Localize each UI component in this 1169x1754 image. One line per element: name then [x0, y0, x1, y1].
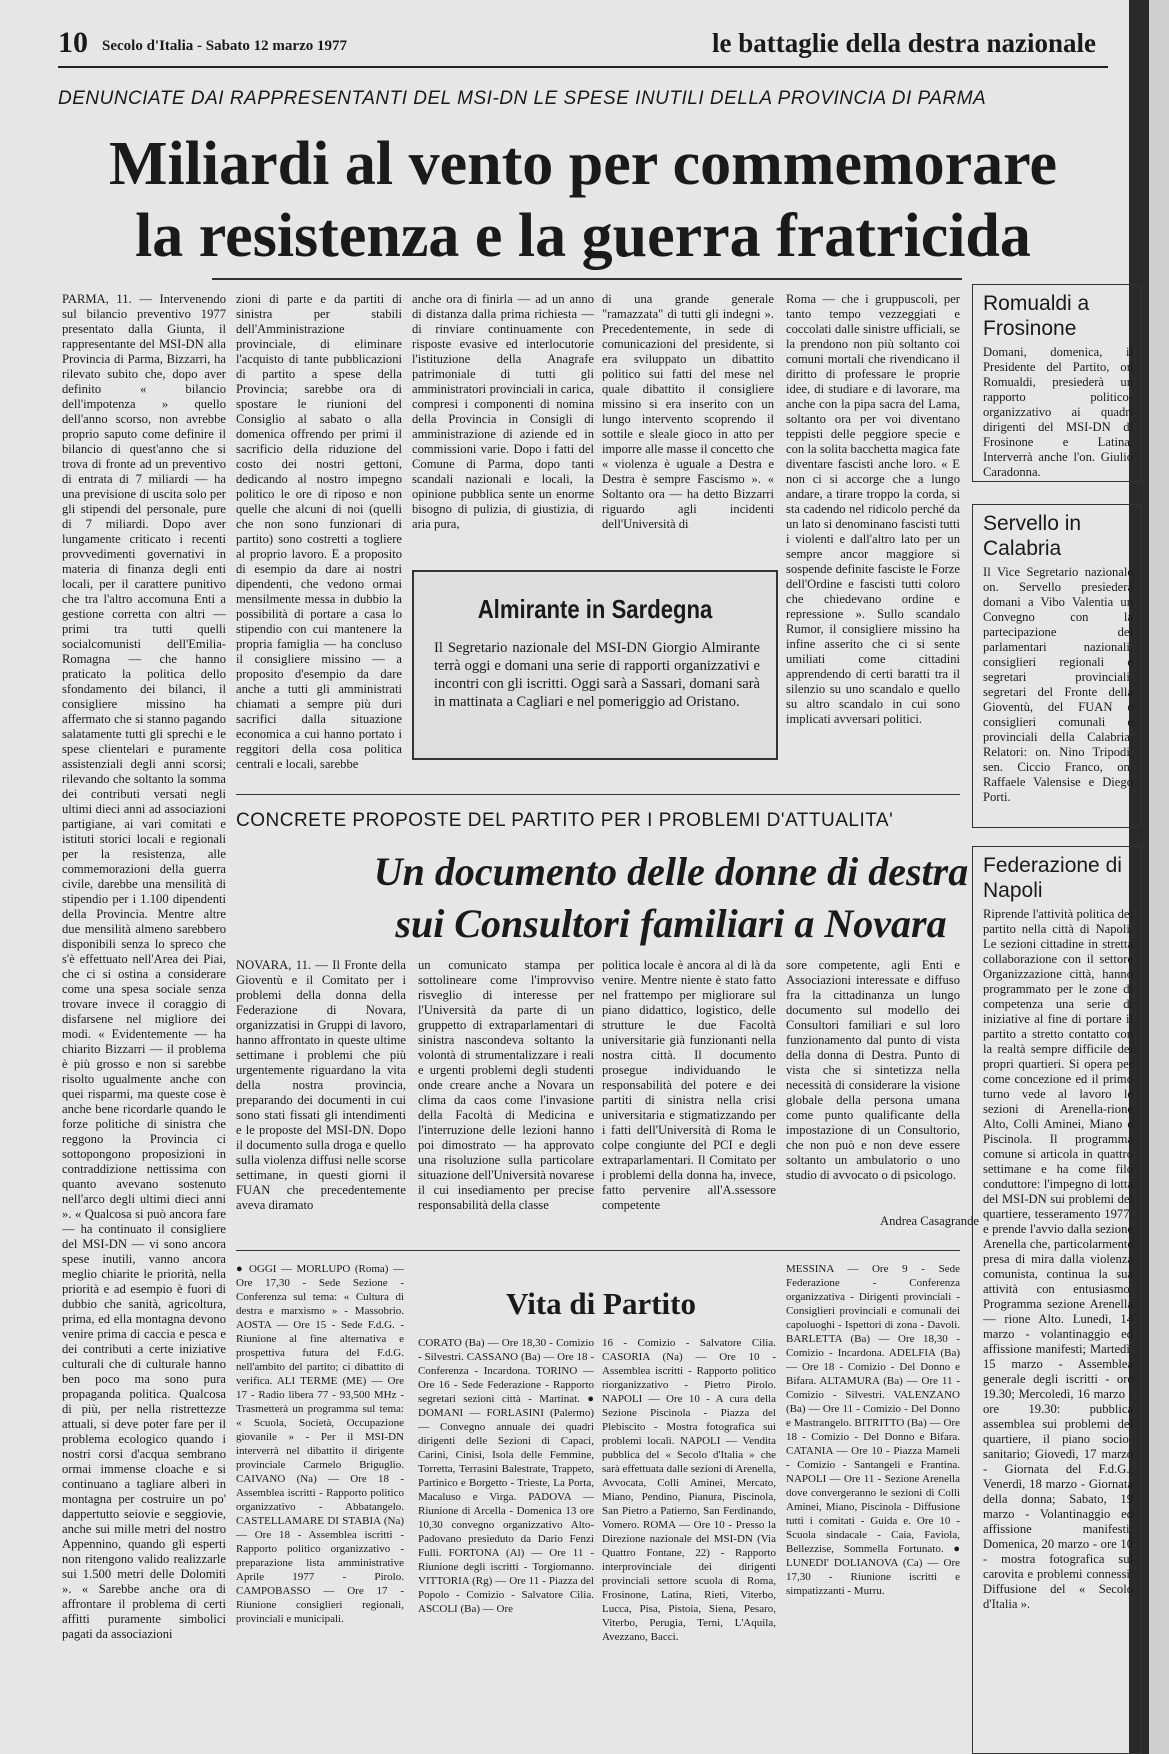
vita-col2: CORATO (Ba) — Ore 18,30 - Comizio - Silvestri. CASSANO (Ba) — Ore 18 - Conferenza - Incardona. TORINO — Ore 16 - Sede Federazione - Rapporto segretari sezioni città - Martinat. ● DOMANI — FORLASINI (Palermo) — Convegno annuale dei quadri dirigenti delle Sezioni di Capaci, Carini, Cinisi, Isola delle Femmine, Torretta, Terrasini Balestrate, Trappeto, Partinico e Borgetto - Trieste, La Porta, Macaluso e Virga. PADOVA — Riunione di Arcella - Domenica 13 ore 10,30 convegno organizzativo Alto-Padovano presieduto da Dario Fenzi Fulli. FORTONA (Al) — Ore 11 - Riunione degli iscritti - Torgiomanno. VITTORIA (Rg) — Ore 11 - Piazza del Popolo - Comizio - Salvatore Cilia. ASCOLI (Ba) — Ore	[418, 1337, 594, 1615]
second-kicker: CONCRETE PROPOSTE DEL PARTITO PER I PROBLEMI D'ATTUALITA'	[236, 810, 894, 831]
section-rule	[236, 794, 960, 795]
main-headline-line1: Miliardi al vento per commemorare	[108, 130, 1058, 198]
main-article-col3: anche ora di finirla — ad un anno di distanza dalla prima richiesta — di rinviare continuamente con risposte evasive ed interlocutorie l'istituzione della Anagrafe patrimoniale di tutti gli amministratori provinciali in carica, compresi i componenti di nomina della Provincia in Consigli di amministrazione di aziende ed in commissioni varie. Dopo i fatti del Comune di Parma, dopo tanti scandali nazionali e locali, la opinione pubblica sente un enorme bisogno di pulizia, di giustizia, di aria pura,	[412, 292, 594, 531]
sidebar-text: Domani, domenica, il Presidente del Partito, on Romualdi, presiederà un rapporto politico-organizzativo ai quadri dirigenti del MSI-DN di Frosinone e Latina. Interverrà anche l'on. Giulio Caradonna.	[983, 345, 1133, 479]
vita-col4: MESSINA — Ore 9 - Sede Federazione - Conferenza organizzativa - Dirigenti provinciali - Consiglieri provinciali e comunali dei capoluoghi - Ispettori di zona - Davoli. BARLETTA (Ba) — Ore 18,30 - Comizio - Incardona. ADELFIA (Ba) — Ore 18 - Comizio - Del Donno e Bifara. ALTAMURA (Ba) — Ore 11 - Comizio - Silvestri. VALENZANO (Ba) — Ore 11 - Comizio - Del Donno e Mastrangelo. BITRITTO (Ba) — Ore 18 - Comizio - Del Donno e Bifara. CATANIA — Ore 10 - Piazza Mameli - Comizio - Santangeli e Frantina. NAPOLI — Ore 11 - Sezione Arenella dove convergeranno le sezioni di Colli Aminei, Miano, Piscinola - Diffusione tutti i comitati - Guida e. Ore 10 - Scuola sindacale - Caia, Faviola, Bellezzise, Sommella Fortunato. ● LUNEDI' DOLIANOVA (Ca) — Ore 17,30 - Riunione iscritti e simpatizzanti - Murru.	[786, 1263, 960, 1597]
sidebar-text: Il Vice Segretario nazionale on. Servello presiederà domani a Vibo Valentia un Convegno con la partecipazione dei parlamentari nazionali, consiglieri regionali e segretari provinciali, segretari del Fronte della Gioventù, del FUAN e consiglieri comunali e provinciali della Calabria. Relatori: on. Nino Tripodi, sen. Ciccio Franco, on. Raffaele Valensise e Diego Porti.	[983, 565, 1133, 804]
second-headline-line1: Un documento delle donne di destra	[373, 849, 969, 894]
main-article-col4: di una grande generale "ramazzata" di tutti gli indegni ». Precedentemente, in sede di comunicazioni del presidente, si era sviluppato un dibattito politico sui fatti del mese nel quale dibattito il consigliere missino si era inserito con un lungo intervento scoprendo il sottile e sleale gioco in atto per imporre alle masse il concetto che « violenza è uguale a Destra e Destra è sempre Fascismo ». « Soltanto ora — ha detto Bizzarri riguardo agli incidenti dell'Università di	[602, 292, 774, 531]
headline-rule	[212, 278, 962, 280]
main-article-col5: Roma — che i gruppuscoli, per tanto tempo vezzeggiati e coccolati dalle sinistre ufficiali, se la prendono non più soltanto coi comuni mortali che rivendicano il diritto di professare le proprie idee, di studiare e di lavorare, ma anche con la pipa sacra del Lama, soltanto ora per voi diventano teppisti delle peggiore specie e con la solita bacchetta magica fate diventare fascisti anche loro. « E non ci si accorge che a lungo andare, a tirare troppo la corda, si sta cadendo nel ridicolo perché da un lato si denominano fascisti tutti i violenti e dall'altro lato per un sempre ancor maggiore si sospende definite fasciste le Forze dell'Ordine e fascisti tutti coloro che chiedevano ordine e repressione ». Sullo scandalo Rumor, il consigliere missino ha infine asserito che ci si sente umiliati come cittadini apprendendo di certi baratti tra il silenzio su uno scandalo e quello su altro scandalo in cui sono implicati avversari politici.	[786, 292, 960, 726]
article-author: Andrea Casagrande	[880, 1214, 979, 1228]
sidebar-text: Riprende l'attività politica del partito nella città di Napoli. Le sezioni cittadine in stretta collaborazione con il settore Organizzazione città, hanno programmato per le zone di competenza una serie di iniziative al fine di portare il partito a stretto contatto con la realtà sempre difficile dei propri quartieri. Si opera per come concezione ed il primo turno vede al lavoro le sezioni di Arenella-rione Alto, Colli Aminei, Miano e Piscinola. Il programma comune si articola in quattro settimane e ha come filo conduttore: l'impegno di lotta del MSI-DN sui problemi del quartiere, tesseramento 1977; e prende l'avvio dalla sezione Arenella che, particolarmente presa di mira dalla violenza comunista, continua la sua attività con entusiasmo. Programma sezione Arenella — rione Alto. Lunedì, 14 marzo - volantinaggio ed affissione manifesti; Martedì, 15 marzo - Assemblea generale degli iscritti - ore 19.30; Mercoledì, 16 marzo - ore 19.30: pubblica assemblea sui problemi del quartiere, il piano socio-sanitario; Giovedì, 17 marzo - Giornata del F.d.G.; Venerdì, 18 marzo - Giornata della donna; Sabato, 19 marzo - Volantinaggio ed affissione manifesti; Domenica, 20 marzo - ore 10 - mostra fotografica sul carovita e problemi connessi. Diffusione del « Secolo d'Italia ».	[983, 907, 1133, 1611]
sidebar-title: Federazione di Napoli	[983, 854, 1122, 902]
vita-rule	[236, 1250, 960, 1251]
sidebar-box-romualdi	[972, 284, 1142, 482]
main-article-col1: PARMA, 11. — Intervenendo sul bilancio preventivo 1977 presentato dalla Giunta, il rappresentante del MSI-DN alla Provincia di Parma, Bizzarri, ha rilevato subito che, dopo aver definito « bilancio dell'impotenza » quello dell'anno scorso, non avrebbe proprio saputo come definire il bilancio di quest'anno che si trova di fronte ad un preventivo di entrata di 7 miliardi — ha una previsione di uscita solo per gli stipendi del personale, pure di 7 miliardi. Dopo aver lungamente criticato i recenti provvedimenti governativi in materia di finanza degli enti locali, per il carattere punitivo che tra l'altro accomuna Enti a gestione corretta con altri — primi tra tutti quelli socialcomunisti dell'Emilia-Romagna — che hanno praticato la politica dello sfondamento dei bilanci, il consigliere missino ha affermato che si stanno pagando salatamente tutti gli sprechi e le spese clientelari e puramente assistenziali degli anni scorsi; rilevando che soltanto la somma dei contributi versati negli ultimi dieci anni ad associazioni partigiane, ai vari comitati e istituti storici locali e regionali per la resistenza, alle commemorazioni della guerra civile, darebbe una mensilità di stipendio per i 1.100 dipendenti della Provincia. Mentre altre due mensilità almeno sarebbero disponibili senza lo spreco che s'è effettuato nell'Area dei Piai, che ci si ostina a considerare come una spesa sociale senza trovare invece il coraggio di disfarsene nel migliore dei modi. « Evidentemente — ha chiarito Bizzarri — il problema è più grosso e non si sarebbe risolto ugualmente anche con quei risparmi, ma queste cose è anche bene ricordarle quando le forze politiche di sinistra che reggono la Provincia ci sottopongono proposizioni in contraddizione nettissima con quanto avevano sostenuto nell'arco degli ultimi dieci anni ». « Qualcosa si può ancora fare — ha continuato il consigliere del MSI-DN — vi sono ancora spese inutili, vanno ancora meglio chiarite le priorità, nella priorità e ad esempio è fuori di dubbio che sanità, agricoltura, prima, ed ella montagna devono venire prima di caccia e pesca e dei contributi a certe iniziative culturali che di culturale hanno ben poco ma sono pura propaganda politica. Qualcosa di più, per nella ristrettezze attuali, si deve poter fare per il problema ecologico quando i nostri corsi d'acqua sembrano ormai immense cloache e si continuano a tagliare alberi in montagna per costruire un po' dappertutto seiovie e seggiovie, anche sui mille metri del nostro Appennino, quando gli esperti non ritengono valido realizzarle sui 1.500 metri delle Dolomiti ». « Sarebbe anche ora di affrontare il problema di certi affitti puramente simbolici pagati da associazioni	[62, 292, 226, 1641]
second-headline-line2: sui Consultori familiari a Novara	[395, 901, 947, 946]
dateline: Secolo d'Italia - Sabato 12 marzo 1977	[102, 38, 347, 54]
page-header	[58, 22, 1108, 68]
page-number: 10	[58, 26, 88, 59]
second-headline	[236, 846, 1106, 950]
main-article-col2: zioni di parte e da partiti di sinistra per stabili dell'Amministrazione provinciale, di eliminare l'acquisto di tante pubblicazioni di partito a spese della Provincia; sarebbe ora di spostare le riunioni del Consiglio al sabato o alla domenica offrendo per primi il sacrificio della riduzione del costo dei nostri gettoni, dedicando al nostro impegno politico le ore di riposo e non quelle che alcuni di noi (quelli che non sono funzionari di partito) sono costretti a togliere al proprio lavoro. E a proposito di esempio da dare ai nostri dipendenti, che vedono ormai mensilmente messa in dubbio la possibilità di portare a casa lo stipendio con cui mantenere la propria famiglia — ha concluso il consigliere missino — a proposito d'esempio da dare anche a tutti gli amministrati chiamati a sempre più duri sacrifici dalla situazione economica a cui hanno portato i reggitori della cosa politica centrali e locali, sarebbe	[236, 292, 402, 771]
sidebar-title: Servello in Calabria	[983, 512, 1082, 560]
main-kicker: DENUNCIATE DAI RAPPRESENTANTI DEL MSI-DN LE SPESE INUTILI DELLA PROVINCIA DI PARMA	[58, 88, 987, 109]
sidebar-box-servello	[972, 504, 1142, 828]
almirante-title: Almirante in Sardegna	[477, 594, 713, 624]
main-headline-line2: la resistenza e la guerra fratricida	[135, 202, 1031, 270]
vita-col3: 16 - Comizio - Salvatore Cilia. CASORIA (Na) — Ore 10 - Assemblea iscritti - Rapporto politico riorganizzativo - Pietro Pirolo. NAPOLI — Ore 10 - A cura della Sezione Piscinola - Piazza del Plebiscito - Mostra fotografica sui problemi locali. NAPOLI — Vendita pubblica del « Secolo d'Italia » che sarà effettuata dalle sezioni di Arenella, Avvocata, Colli Aminei, Mercato, Miano, Pendino, Pianura, Piscinola, San Pietro a Patierno, San Ferdinando, Vomero. ROMA — Ore 10 - Presso la Direzione nazionale del MSI-DN (Via Quattro Fontane, 22) - Rapporto interprovinciale dei dirigenti provinciali settore scuola di Roma, Frosinone, Latina, Rieti, Viterbo, Lucca, Pisa, Pistoia, Siena, Pesaro, Viterbo, Perugia, Terni, L'Aquila, Avezzano, Bacci.	[602, 1337, 776, 1643]
second-article-col2: un comunicato stampa per sottolineare come l'improvviso risveglio di interesse per l'Università da parte di un gruppetto di extraparlamentari di sinistra nascondeva soltanto la volontà di strumentalizzare i reali e urgenti problemi degli studenti onde creare anche a Novara un clima da caos come l'invasione della Facoltà di Medicina e l'interruzione delle lezioni hanno poi dimostrato — ha approvato una risoluzione sulla particolare situazione dell'Università novarese il cui insediamento per precise responsabilità della classe	[418, 958, 594, 1212]
almirante-box	[412, 570, 778, 760]
second-article-col3: politica locale è ancora al di là da venire. Mentre niente è stato fatto nel frattempo per migliorare sul piano didattico, logistico, delle strutture le due Facoltà universitarie già funzionanti nella nostra città. Il documento prosegue individuando le responsabilità del potere e dei partiti di sinistra nella crisi universitaria e stigmatizzando per i fatti dell'Università di Roma le colpe congiunte del PCI e degli extraparlamentari. Il Comitato per i problemi della donna ha, invece, fatto pervenire all'A.ssessore competente	[602, 958, 776, 1212]
second-article-col4: sore competente, agli Enti e Associazioni interessate e diffuso fra la cittadinanza un lungo documento sul modello dei Consultori familiari e sul loro funzionamento dal punto di vista della donna di Destra. Punto di vista che si sintetizza nella necessità di considerare la visione globale della persona umana come punto qualificante della impostazione di un Consultorio, che non può e non deve essere soltanto un ambulatorio o uno studio di avvocato o di psicologo.	[786, 958, 960, 1182]
sidebar-title: Romualdi a Frosinone	[983, 292, 1090, 340]
section-title: le battaglie della destra nazionale	[712, 28, 1096, 58]
almirante-text: Il Segretario nazionale del MSI-DN Giorgio Almirante terrà oggi e domani una serie di rapporti organizzativi e incontri con gli iscritti. Oggi sarà a Sassari, domani sarà in mattinata a Cagliari e nel pomeriggio ad Oristano.	[434, 640, 760, 710]
vita-di-partito-title: Vita di Partito	[506, 1286, 696, 1321]
sidebar-box-napoli	[972, 846, 1142, 1754]
vita-col1: ● OGGI — MORLUPO (Roma) — Ore 17,30 - Sede Sezione - Conferenza sul tema: « Cultura di destra e marxismo » - Massobrio. AOSTA — Ore 15 - Sede F.d.G. - Riunione al fine alternativa e prospettiva futura del F.d.G. nell'ambito del partito; ci dibattito di verifica. ALI TERME (ME) — Ore 17 - Radio libera 77 - 93,500 MHz - Trasmetterà un programma sul tema: « Scuola, Società, Occupazione giovanile » - Per il MSI-DN interverrà nel dibattito il dirigente provinciale Carmelo Briguglio. CAIVANO (Na) — Ore 18 - Assemblea iscritti - Rapporto politico organizzativo - Abbatangelo. CASTELLAMARE DI STABIA (Na) — Ore 18 - Assemblea iscritti - Rapporto politico organizzativo - preparazione lista amministrative Aprile 1977 - Pirolo. CAMPOBASSO — Ore 17 - Riunione consiglieri regionali, provinciali e municipali.	[236, 1263, 404, 1625]
second-article-col1: NOVARA, 11. — Il Fronte della Gioventù e il Comitato per i problemi della donna della Federazione di Novara, organizzatisi in Gruppi di lavoro, hanno affrontato in queste ultime settimane i problemi che più urgentemente riguardano la vita della nostra provincia, preparando dei documenti in cui sono stati fissati gli intendimenti e le proposte del MSI-DN. Dopo il documento sulla droga e quello sulla violenza diffusi nelle scorse settimane, in questi giorni il FUAN che precedentemente aveva diramato	[236, 958, 406, 1212]
main-headline	[58, 128, 1108, 272]
